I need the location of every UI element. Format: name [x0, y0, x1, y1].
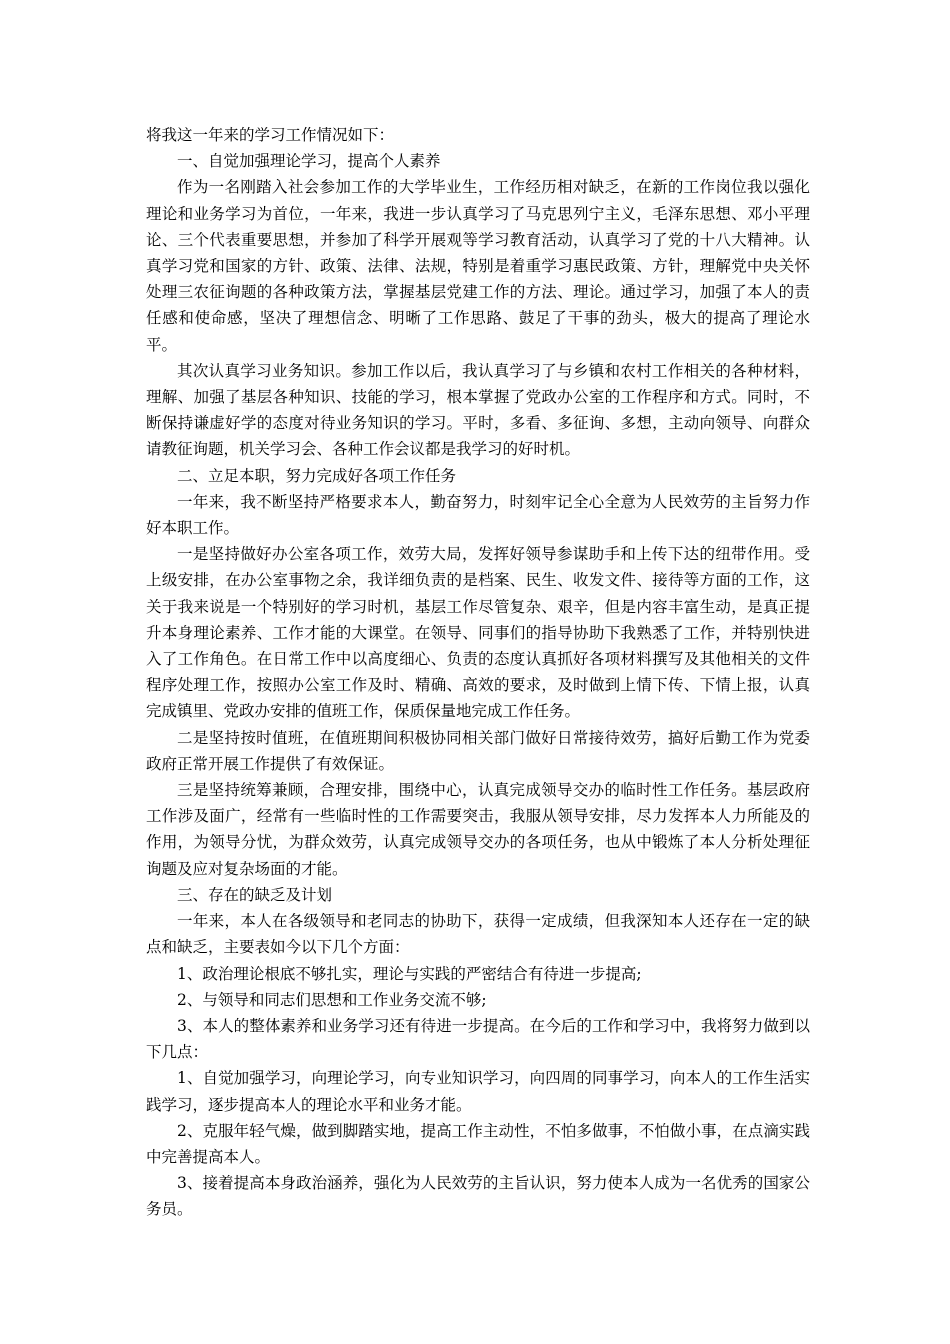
list-item: 1、自觉加强学习，向理论学习，向专业知识学习，向四周的同事学习，向本人的工作生活实践学习，逐步提高本人的理论水平和业务才能。: [146, 1069, 810, 1114]
paragraph: 其次认真学习业务知识。参加工作以后，我认真学习了与乡镇和农村工作相关的各种材料，理解、加强了基层各种知识、技能的学习，根本掌握了党政办公室的工作程序和方式。同时，不断保持谦虚好学的态度对待业务知识的学习。平时，多看、多征询、多想，主动向领导、向群众请教征询题，机关学习会、各种工作会议都是我学习的好时机。: [146, 361, 810, 459]
list-item: 1、政治理论根底不够扎实，理论与实践的严密结合有待进一步提高;: [177, 964, 642, 983]
section-heading-2: 二、立足本职，努力完成好各项工作任务: [177, 466, 457, 485]
list-item: 2、克服年轻气燥，做到脚踏实地，提高工作主动性，不怕多做事，不怕做小事，在点滴实践中完善提高本人。: [146, 1121, 810, 1166]
paragraph: 一年来，本人在各级领导和老同志的协助下，获得一定成绩，但我深知本人还存在一定的缺点和缺乏，主要表如今以下几个方面：: [146, 912, 810, 957]
intro-line: 将我这一年来的学习工作情况如下：: [146, 126, 395, 144]
paragraph: 作为一名刚踏入社会参加工作的大学毕业生，工作经历相对缺乏，在新的工作岗位我以强化理论和业务学习为首位，一年来，我进一步认真学习了马克思列宁主义，毛泽东思想、邓小平理论、三个代表重要思想，并参加了科学开展观等学习教育活动，认真学习了党的十八大精神。认真学习党和国家的方针、政策、法律、法规，特别是着重学习惠民政策、方针，理解党中央关怀处理三农征询题的各种政策方法，掌握基层党建工作的方法、理论。通过学习，加强了本人的责任感和使命感，坚决了理想信念、明晰了工作思路、鼓足了干事的劲头，极大的提高了理论水平。: [146, 178, 810, 354]
document-body: [146, 122, 810, 1223]
paragraph: 一年来，我不断坚持严格要求本人，勤奋努力，时刻牢记全心全意为人民效劳的主旨努力作好本职工作。: [146, 492, 810, 538]
section-heading-3: 三、存在的缺乏及计划: [177, 885, 333, 904]
section-heading-1: 一、自觉加强理论学习，提高个人素养: [177, 152, 441, 171]
paragraph: 三是坚持统筹兼顾，合理安排，围绕中心，认真完成领导交办的临时性工作任务。基层政府工作涉及面广，经常有一些临时性的工作需要突击，我服从领导安排，尽力发挥本人力所能及的作用，为领导分忧，为群众效劳，认真完成领导交办的各项任务，也从中锻炼了本人分析处理征询题及应对复杂场面的才能。: [146, 781, 810, 878]
list-item: 3、接着提高本身政治涵养，强化为人民效劳的主旨认识，努力使本人成为一名优秀的国家公务员。: [146, 1174, 810, 1219]
paragraph: 二是坚持按时值班，在值班期间积极协同相关部门做好日常接待效劳，搞好后勤工作为党委政府正常开展工作提供了有效保证。: [146, 728, 810, 773]
list-item: 3、本人的整体素养和业务学习还有待进一步提高。在今后的工作和学习中，我将努力做到以下几点：: [146, 1016, 810, 1062]
paragraph: 一是坚持做好办公室各项工作，效劳大局，发挥好领导参谋助手和上传下达的纽带作用。受上级安排，在办公室事物之余，我详细负责的是档案、民生、收发文件、接待等方面的工作，这关于我来说是一个特别好的学习时机，基层工作尽管复杂、艰辛，但是内容丰富生动，是真正提升本身理论素养、工作才能的大课堂。在领导、同事们的指导协助下我熟悉了工作，并特别快进入了工作角色。在日常工作中以高度细心、负责的态度认真抓好各项材料撰写及其他相关的文件程序处理工作，按照办公室工作及时、精确、高效的要求，及时做到上情下传、下情上报，认真完成镇里、党政办安排的值班工作，保质保量地完成工作任务。: [146, 545, 810, 721]
list-item: 2、与领导和同志们思想和工作业务交流不够;: [177, 990, 487, 1009]
